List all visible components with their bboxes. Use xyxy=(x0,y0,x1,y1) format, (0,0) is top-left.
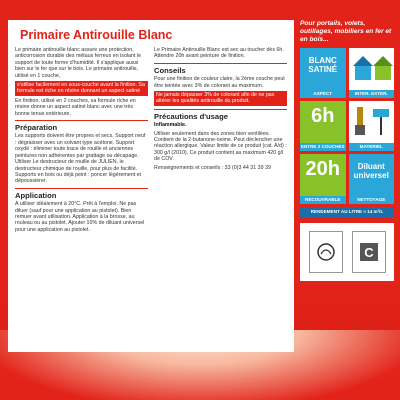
side-panel xyxy=(300,20,394,281)
logo-strip xyxy=(300,223,394,281)
tile-6h xyxy=(300,101,346,151)
divider xyxy=(154,63,287,64)
precautions-text: Utiliser seulement dans des zones bien ventilées. Contient de la 2-butanone-oxime. Peut déclencher une réaction allergique. Valeur limite de ce produit (cat. A/d) : 300 g/l (2010). Ce produit contient au maximum 420 g/l de COV. xyxy=(154,130,287,163)
precautions-lead: Inflammable. xyxy=(154,122,187,129)
advice-red-text: Ne jamais dépasser 3% de colorant afin de ne pas altérer les qualités antirouille du produit. xyxy=(154,91,287,106)
precautions-title: Précautions d'usage xyxy=(154,111,228,121)
text-columns xyxy=(15,47,287,235)
advice-title: Conseils xyxy=(154,65,186,75)
phone-text: Renseignements et conseils : 33 (0)3 44 31 39 39 xyxy=(154,164,271,171)
app-title: Application xyxy=(15,190,57,200)
intro-red-text: s'utilise facilement en sous-couche avant la finition. Sa formule est riche en résine donnant un aspect satiné xyxy=(15,81,148,96)
tile-inter-caption: INTER. EXTER. xyxy=(349,90,395,98)
tile-20h-caption: RECOUVRABLE xyxy=(300,196,346,204)
divider xyxy=(154,109,287,110)
svg-text:C: C xyxy=(363,245,374,260)
app-text: A utiliser idéalement à 20°C. Prêt à l'emploi. Ne pas diluer (sauf pour une application au pistolet). Bien remuer avant utilisation. Application à la brosse, au rouleau ou au pistolet. Ajouter 10% de diluant universel pour une application au pistolet. xyxy=(15,201,145,233)
intro-text: Le primaire antirouille blanc assure une protection, anticorrosion durable des métaux ferreux en isolant le support de toute forme d'humidité. Il s'applique aussi bien sur le fer que sur le bois. Le primaire antirouille, utilisé en 1 couche, xyxy=(15,47,142,79)
eco-label-icon xyxy=(309,231,343,273)
tile-aspect-value: BLANC SATINÉ xyxy=(308,56,338,74)
product-title: Primaire Antirouille Blanc xyxy=(20,28,173,42)
tile-nettoyage-caption: NETTOYAGE xyxy=(349,196,395,204)
tile-materiel xyxy=(349,101,395,151)
brush-roller-icon xyxy=(349,101,395,141)
tile-aspect-caption: ASPECT xyxy=(300,90,346,98)
tile-6h-caption: ENTRE 2 COUCHES xyxy=(300,144,345,149)
house-icon xyxy=(349,48,395,88)
prep-title: Préparation xyxy=(15,123,58,133)
prep-text: Les supports doivent être propres et secs. Support neuf : dégraisser avec un solvant type acétone. Support oxydé : éliminer toute trace de rouille et anciennes peintures non adhérentes par grattage ou décapage. Utiliser Le destructeur de rouille de JULIEN, le destructeur chimique de rouille, pour plus de facilité. Supports en bois ou déjà peint : poncer légèrement et dépoussiérer. xyxy=(15,133,146,185)
advice-text: Pour une finition de couleur claire, la 2ème couche peut être teintée avec 3% de colorant au maximum. xyxy=(154,76,285,89)
c-badge-icon xyxy=(358,241,380,263)
divider xyxy=(15,188,148,189)
slogan: Pour portails, volets, outillages, mobiliers en fer et en bois... xyxy=(300,20,392,43)
air-quality-icon xyxy=(316,242,336,262)
rating-c-icon xyxy=(352,231,386,273)
intro-end-text: En finition, utilisé en 2 couches, sa formule riche en résine donne un aspect satiné blanc avec une très bonne tenue extérieure. xyxy=(15,97,136,117)
label-panel xyxy=(8,20,294,352)
divider xyxy=(15,120,148,121)
left-column xyxy=(15,47,148,235)
tile-nettoyage xyxy=(349,154,395,204)
dry-text: Le Primaire Antirouille Blanc est sec au toucher dès 6h. Attendre 20h avant peinture de finition. xyxy=(154,47,284,60)
rendement-banner: RENDEMENT AU LITRE ≈ 14 m²/L xyxy=(300,207,394,217)
tile-materiel-caption: MATERIEL xyxy=(349,143,395,151)
tile-nettoyage-value: Diluant universel xyxy=(353,162,389,180)
tile-inter-exter xyxy=(349,48,395,98)
tile-aspect xyxy=(300,48,346,98)
tile-20h xyxy=(300,154,346,204)
tile-6h-value: 6h xyxy=(311,105,335,127)
feature-grid xyxy=(300,48,394,204)
right-column xyxy=(154,47,287,235)
tile-20h-value: 20h xyxy=(305,158,340,180)
